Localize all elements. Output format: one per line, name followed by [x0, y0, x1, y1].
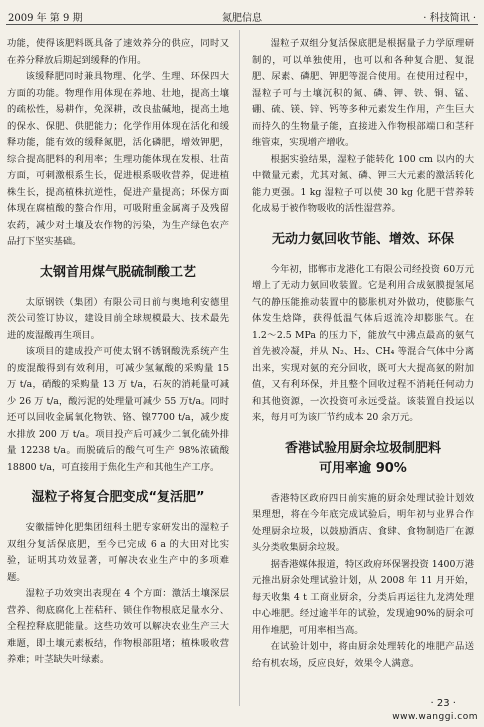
article-title: 无动力氨回收节能、增效、环保 [271, 231, 454, 247]
paragraph: 该缓释肥同时兼具物理、化学、生理、环保四大方面的功能。物理作用体现在养地、壮地，提高土壤的疏松性，易耕作，免深耕，改良盐碱地，提高土地的保水、保肥、供肥能力；化学作用体现在活化和缓释功能，能有效的缓释氮肥，活化磷肥，增效钾肥，综合提高肥料的利用率；生理功能体现在发根、壮苗方面，可刺激根系生长，促进根系吸收营养，促进植株生长，提高植株抗逆性，促进产量提高；环保方面体现在腐植酸的螯合作用，可吸附重金属离子及残留农药，减少对土壤及农作物的污染，为生产绿色农产品打下坚实基础。 [7, 71, 229, 247]
paragraph: 今年初，邯郸市龙港化工有限公司经投资 60万元增上了无动力氨回收装置。它是利用合成氨膜提氢尾气的静压能推动装置中的膨胀机对外做功，使膨胀气体发生焓降，获得低温气体后返流冷却膨胀气。在 1.2～2.5 MPa 的压力下，能放气中沸点最高的氨气首先被冷凝，并从 N₂、H₂、CH₄ 等混合气体中分离出来，实现对氨的充分回收，既可大大提高氨的附加值，又有利环保，并且整个回收过程不消耗任何动力和其他资源，一次投资可永远受益。该装置自投运以来，每月可为该厂节约成本 20 余万元。 [252, 263, 474, 423]
paragraph: 香港特区政府四日前实施的厨余处理试验计划效果理想，将在今年底完成试验后，明年初与业界合作处理厨余垃圾，以鼓励酒店、食肆、食物制造厂在源头分类收集厨余垃圾。 [252, 492, 474, 553]
page-number: · 23 · [430, 698, 456, 709]
paragraph: 湿粒子双组分复活保底肥是根据量子力学原理研制的，可以单独使用，也可以和各种复合肥、复混肥、尿素、磷肥、钾肥等混合使用。在使用过程中，湿粒子可与土壤沉积的氮、磷、钾、铁、铜、锰、硼、硫、镁、锌、钙等多种元素发生作用，产生巨大而持久的生物量子能，直接进入作物根部端口和茎秆维管束，实现增产增收。 [252, 38, 474, 148]
journal-title: 氮肥信息 [222, 13, 262, 24]
article-title: 香港试验用厨余垃圾制肥料 [284, 440, 441, 456]
article-title: 太钢首用煤气脱硫制酸工艺 [39, 264, 196, 280]
column-divider [239, 30, 240, 706]
article-title: 湿粒子将复合肥变成“复活肥” [31, 490, 205, 505]
issue-label: 2009 年 第 9 期 [8, 13, 83, 24]
article-title-line2: 可用率逾 90% [319, 460, 407, 476]
paragraph: 据香港媒体报道，特区政府环保署投资 1400万港元推出厨余处理试验计划，从 2008 年 11 月开始，每天收集 4 t 工商业厨余，分类后再运往九龙湾处理中心堆肥。经过逾半年的试验，发现逾90%的厨余可用作堆肥，可用率相当高。 [252, 558, 474, 636]
paragraph: 太原钢铁（集团）有限公司日前与奥地利安德里茨公司签订协议，建设目前全球规模最大、技术最先进的废湿酸再生项目。 [7, 296, 229, 341]
right-column [252, 36, 474, 672]
paragraph: 该项目的建成投产可使太钢不锈钢酸洗系统产生的废混酸得到有效利用，可减少氢氟酸的采购量 15 万 t/a，硝酸的采购量 13 万 t/a，石灰的消耗量可减少 26 万 t/a，酸污泥的处理量可减少 55 万t/a。同时还可以回收金属氧化物铁、铬、镍7700 t/a，减少废水排放 200 万 t/a。项目投产后可减少二氧化硫外排量 12238 t/a。而脱硫后的酸气可生产 98%浓硫酸 18800 t/a，可直接用于焦化生产和其他生产工序。 [7, 346, 229, 473]
page-header [6, 4, 478, 25]
paragraph: 功能，使得该肥料既具备了速效养分的供应，同时又在养分释放后期起到缓释的作用。 [7, 38, 229, 66]
paragraph: 根据实验结果，湿粒子能转化 100 cm 以内的大中微量元素，尤其对氮、磷、钾三大元素的激活转化能力更强。1 kg 湿粒子可以使 30 kg 化肥干营养转化成易于被作物吸收的活性湿营养。 [252, 153, 474, 214]
paragraph: 安徽擂钟化肥集团纽科土肥专家研发出的湿粒子双组分复活保底肥，至今已完成 6 a 的大田对比实验，证明其功效显著，可解决农业生产中的多项难题。 [7, 522, 229, 583]
paragraph: 在试验计划中，将由厨余处理转化的堆肥产品送给有机农场，反应良好，效果令人满意。 [252, 641, 474, 669]
watermark-url: www.wanggi.com [392, 712, 478, 722]
left-column [7, 36, 229, 669]
paragraph: 湿粒子功效突出表现在 4 个方面：激活土壤深层营养、彻底腐化上茬秸秆、锁住作物根底足量水分、全程控释底肥能量。这些功效可以解决农业生产三大难题，即土壤元素板结，作物根部阻堵；植株吸收营养难；叶茎缺失叶绿素。 [7, 588, 229, 665]
section-label: · 科技简讯 · [423, 13, 476, 24]
